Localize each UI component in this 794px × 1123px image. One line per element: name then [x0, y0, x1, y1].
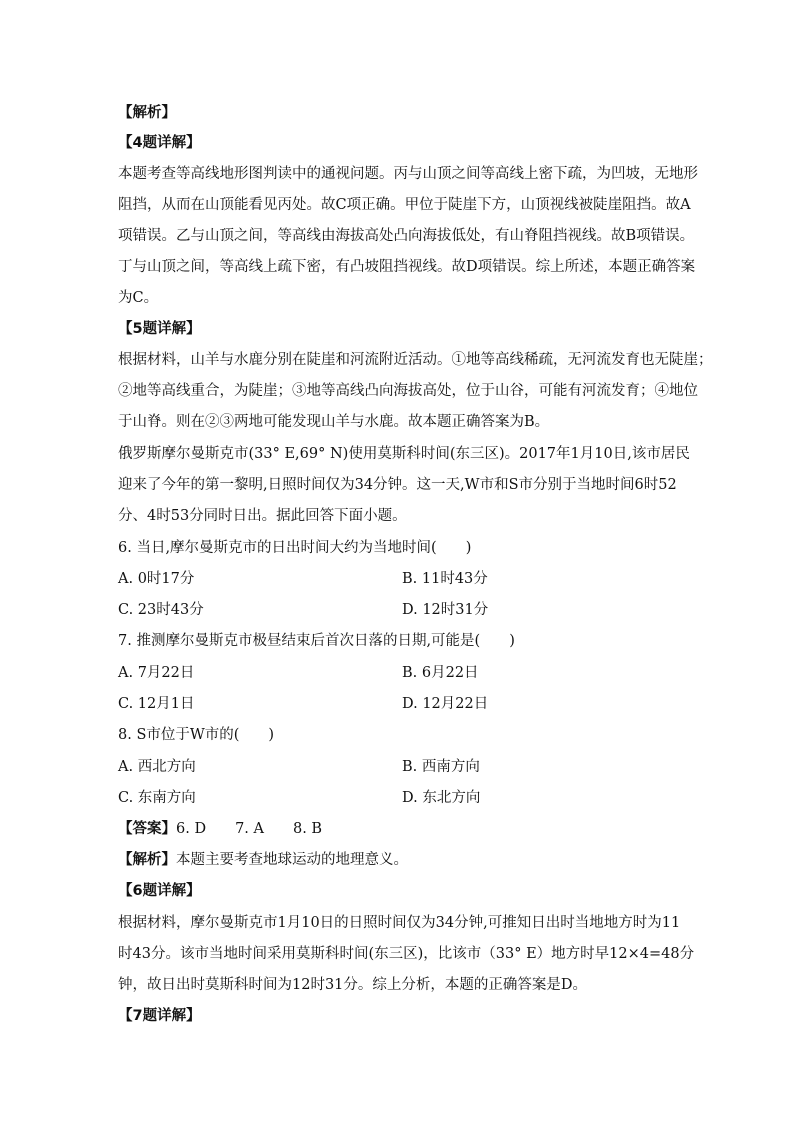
answer-line [118, 818, 678, 840]
q4-heading: 【4题详解】 [118, 135, 201, 151]
q7-option-c: C. 12月1日 [118, 696, 195, 712]
q8-option-c: C. 东南方向 [118, 790, 196, 806]
q6-line-2: 时43分。该市当地时间采用莫斯科时间(东三区)，比该市（33° E）地方时早12×4=48分 [118, 946, 695, 962]
q7-option-b: B. 6月22日 [402, 665, 479, 681]
q6-option-a: A. 0时17分 [118, 571, 195, 587]
q7-option-d: D. 12月22日 [402, 696, 489, 712]
q4-line-2: 阻挡，从而在山顶能看见丙处。故C项正确。甲位于陡崖下方，山顶视线被陡崖阻挡。故A [118, 197, 691, 213]
q4-line-1: 本题考查等高线地形图判读中的通视问题。丙与山顶之间等高线上密下疏，为凹坡，无地形 [118, 166, 698, 182]
q8-stem: 8. S市位于W市的( ) [118, 727, 275, 743]
answer-text: 6. D 7. A 8. B [176, 821, 323, 837]
q8-option-b: B. 西南方向 [402, 759, 480, 775]
q6-option-b: B. 11时43分 [402, 571, 488, 587]
q5-heading: 【5题详解】 [118, 321, 201, 337]
material-line-2: 迎来了今年的第一黎明,日照时间仅为34分钟。这一天,W市和S市分别于当地时间6时52 [118, 477, 677, 493]
q6-heading: 【6题详解】 [118, 883, 201, 899]
analysis2-text: 本题主要考查地球运动的地理意义。 [176, 852, 408, 868]
q5-line-3: 于山脊。则在②③两地可能发现山羊与水鹿。故本题正确答案为B。 [118, 414, 550, 430]
q6-line-1: 根据材料，摩尔曼斯克市1月10日的日照时间仅为34分钟,可推知日出时当地地方时为11 [118, 915, 681, 931]
answer-label: 【答案】 [118, 821, 176, 837]
material-line-1: 俄罗斯摩尔曼斯克市(33° E,69° N)使用莫斯科时间(东三区)。2017年1月10日,该市居民 [118, 446, 690, 462]
q7-heading: 【7题详解】 [118, 1008, 201, 1024]
q6-stem: 6. 当日,摩尔曼斯克市的日出时间大约为当地时间( ) [118, 540, 472, 556]
q7-stem: 7. 推测摩尔曼斯克市极昼结束后首次日落的日期,可能是( ) [118, 633, 515, 649]
q4-line-4: 丁与山顶之间，等高线上疏下密，有凸坡阻挡视线。故D项错误。综上所述，本题正确答案 [118, 259, 696, 275]
material-line-3: 分、4时53分同时日出。据此回答下面小题。 [118, 508, 407, 524]
q4-line-5: 为C。 [118, 290, 159, 306]
analysis-heading: 【解析】 [118, 105, 176, 121]
q8-option-a: A. 西北方向 [118, 759, 196, 775]
q5-line-2: ②地等高线重合，为陡崖；③地等高线凸向海拔高处，位于山谷，可能有河流发育；④地位 [118, 383, 698, 399]
q5-line-1: 根据材料，山羊与水鹿分别在陡崖和河流附近活动。①地等高线稀疏，无河流发育也无陡崖； [118, 352, 713, 368]
q6-option-c: C. 23时43分 [118, 602, 204, 618]
analysis2-line [118, 849, 678, 871]
analysis2-label: 【解析】 [118, 852, 176, 868]
q6-line-3: 钟，故日出时莫斯科时间为12时31分。综上分析，本题的正确答案是D。 [118, 977, 588, 993]
q7-option-a: A. 7月22日 [118, 665, 195, 681]
q8-option-d: D. 东北方向 [402, 790, 481, 806]
q6-option-d: D. 12时31分 [402, 602, 489, 618]
q4-line-3: 项错误。乙与山顶之间，等高线由海拔高处凸向海拔低处，有山脊阻挡视线。故B项错误。 [118, 228, 695, 244]
